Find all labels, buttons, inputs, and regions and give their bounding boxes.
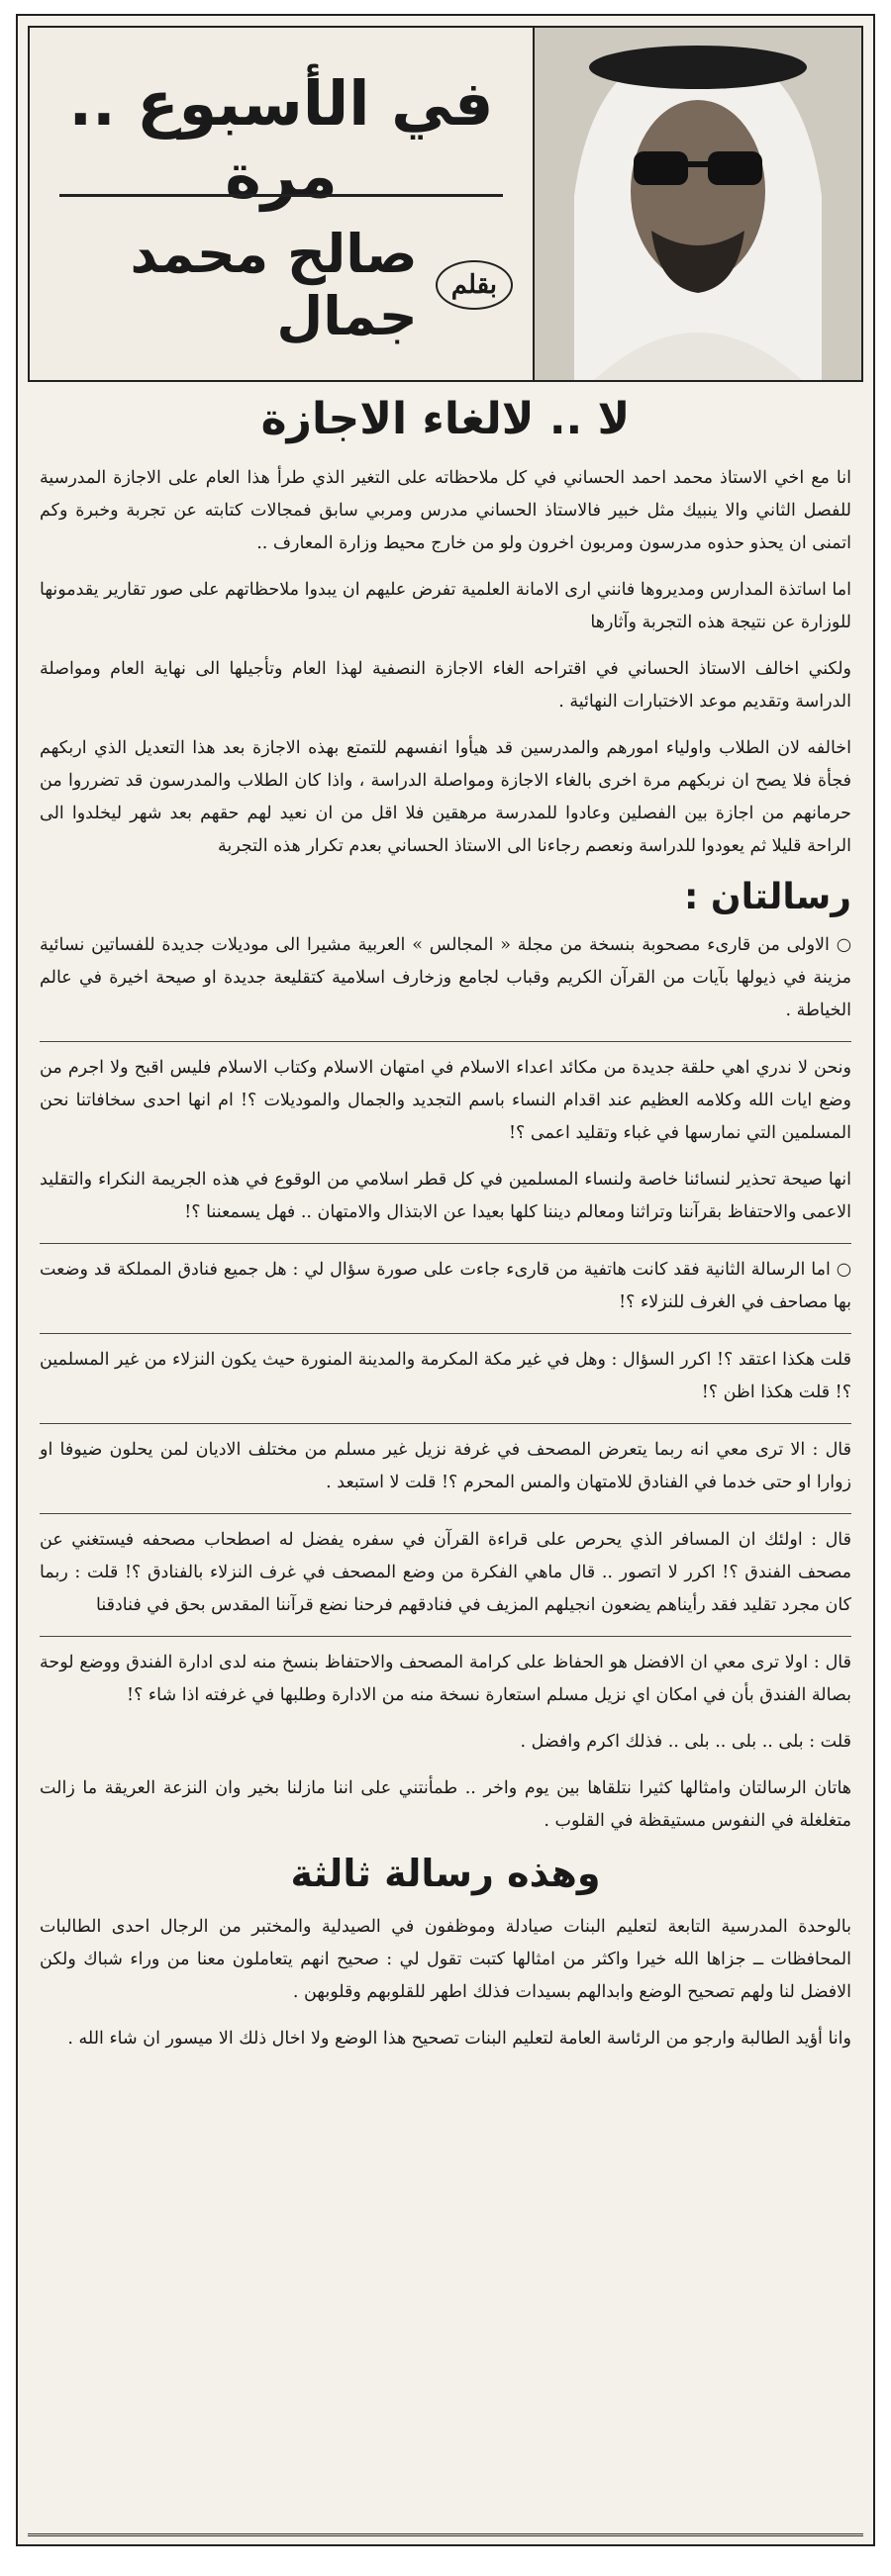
letter-paragraph: قال : الا ترى معي انه ربما يتعرض المصحف في غرفة نزيل غير مسلم من مختلف الاديان لمن يحلون ضيوفا او زوارا او حتى خدما في الفنادق للامتهان والمس المحرم ؟! قلت لا استبعد . <box>40 1423 851 1499</box>
column-header <box>28 26 863 382</box>
letter-paragraph: ○ اما الرسالة الثانية فقد كانت هاتفية من قارىء جاءت على صورة سؤال لي : هل جميع فنادق المملكة قد وضعت بها مصاحف في الغرف للنزلاء ؟! <box>40 1243 851 1319</box>
letter-paragraph: قلت هكذا اعتقد ؟! اكرر السؤال : وهل في غير مكة المكرمة والمدينة المنورة حيث يكون النزلاء من غير المسلمين ؟! قلت هكذا اظن ؟! <box>40 1333 851 1409</box>
paragraph: بالوحدة المدرسية التابعة لتعليم البنات صيادلة وموظفون في الصيدلية والمختبر من الرجال احدى الطالبات المحافظات ــ جزاها الله خيرا واكثر من امثالها كتبت تقول لي : صحيح انهم يتعاملون معنا من وراء شباك ولكن الافضل لنا ولهم تصحيح الوضع وابدالهم بسيدات فذلك اطهر للقلوبهم وقلوبهن . <box>40 1917 851 2002</box>
title-block <box>30 28 535 380</box>
paragraph: ولكني اخالف الاستاذ الحساني في اقتراحه الغاء الاجازة النصفية لهذا العام وتأجيلها الى نهاية العام ومواصلة الدراسة وتقديم موعد الاختبارات النهائية . <box>40 659 851 712</box>
series-title: في الأسبوع .. مرة <box>68 67 494 212</box>
author-name: صالح محمد جمال <box>130 223 418 347</box>
letter-paragraph: قال : اولئك ان المسافر الذي يحرص على قراءة القرآن في سفره يفضل له اصطحاب مصحفه فيستغني عن مصحف الفندق ؟! اكرر لا اتصور .. قال ماهي الفكرة من وضع المصحف في غرف النزلاء بالفنادق ؟! قلت : ربما كان مجرد تقليد فقد رأيناهم يضعون انجيلهم المزيف في فنادقهم فرحنا نضع قرآننا المقدس بحق في فنادقنا <box>40 1513 851 1622</box>
letter-paragraph: قال : اولا ترى معي ان الافضل هو الحفاظ على كرامة المصحف والاحتفاظ بنسخ منه لدى ادارة الفندق ووضع لوحة بصالة الفندق بأن في امكان اي نزيل مسلم استعارة نسخة منه من الادارة وطلبها في غرفته اذا شاء ؟! <box>40 1636 851 1712</box>
portrait-image <box>535 28 861 380</box>
letter-paragraph: ○ الاولى من قارىء مصحوبة بنسخة من مجلة « المجالس » العربية مشيرا الى موديلات جديدة للفساتين نسائية مزينة في ذيولها بآيات من القرآن الكريم وقباب لجامع وزخارف اسلامية كتقليعة جديدة او صيحة اخيرة في عالم الخياطة . <box>40 935 851 1020</box>
third-letter-heading: وهذه رسالة ثالثة <box>290 1852 601 1895</box>
newspaper-page <box>16 14 875 2546</box>
author-row <box>50 223 513 347</box>
letter-paragraph: انها صيحة تحذير لنسائنا خاصة ولنساء المسلمين في كل قطر اسلامي من الوقوع في هذه الجريمة النكراء والتقليد الاعمى والاحتفاظ بقرآننا وتراثنا ومعالم ديننا كلها بعيدا عن الابتذال والامتهان .. فهل يسمعننا ؟! <box>40 1170 851 1222</box>
article-body <box>40 392 851 2525</box>
letter-paragraph: ونحن لا ندري اهي حلقة جديدة من مكائد اعداء الاسلام في امتهان الاسلام وكتاب الاسلام فليس اقبح ولا اجرم من وضع ايات الله وكلامه العظيم عند اقدام النساء باسم التجديد والجمال والموديلات ؟! ام انها احدى سخافاتنا نحن المسلمين التي نمارسها في غباء وتقليد اعمى ؟! <box>40 1041 851 1150</box>
article-title: لا .. لالغاء الاجازة <box>260 394 631 444</box>
paragraph: اما اساتذة المدارس ومديروها فانني ارى الامانة العلمية تفرض عليهم ان يبدوا ملاحظاتهم على صور تقارير يقدمونها للوزارة عن نتيجة هذه التجربة وآثارها <box>40 580 851 632</box>
paragraph: اخالفه لان الطلاب واولياء امورهم والمدرسين قد هيأوا انفسهم للتمتع بهذه الاجازة بعد هذا التعديل الذي اربكهم فجأة فلا يصح ان نربكهم مرة اخرى بالغاء الاجازة ومواصلة الدراسة ، واذا كان الطلاب والمدرسون قد تضرروا من حرمانهم من اجازة بين الفصلين وعادوا للمدرسة مرهقين فلا اقل من ان نعيد لهم حقهم بعد شهر ليخلدوا الى الراحة قليلا ثم يعودوا للدراسة ونعصم رجاءنا الى الاستاذ الحساني بعدم تكرار هذه التجربة <box>40 738 851 856</box>
paragraph: انا مع اخي الاستاذ محمد احمد الحساني في كل ملاحظاته على التغير الذي طرأ هذا العام على الاجازة المدرسية للفصل الثاني والا ينبيك مثل خبير فالاستاذ الحساني مدرس ومربي سابق فمجالات كتابته عن تجربة وخبرة وكم اتمنى ان يحذو حذوه مدرسون ومربون اخرون ولو من خارج محيط وزارة المعارف .. <box>40 468 851 553</box>
author-photo <box>535 28 861 380</box>
letter-paragraph: قلت : بلى .. بلى .. بلى .. فذلك اكرم وافضل . <box>520 1732 851 1752</box>
letter-paragraph: هاتان الرسالتان وامثالها كثيرا نتلقاها بين يوم واخر .. طمأنتني على اننا مازلنا بخير وان النزعة العريقة ما زالت متغلغلة في النفوس مستيقظة في القلوب . <box>40 1778 851 1831</box>
byline-label: بقلم <box>436 260 513 310</box>
title-divider <box>59 194 503 197</box>
letters-heading: رسالتان : <box>683 877 851 917</box>
paragraph: وانا أؤيد الطالبة وارجو من الرئاسة العامة لتعليم البنات تصحيح هذا الوضع ولا اخال ذلك الا ميسور ان شاء الله . <box>67 2029 851 2049</box>
